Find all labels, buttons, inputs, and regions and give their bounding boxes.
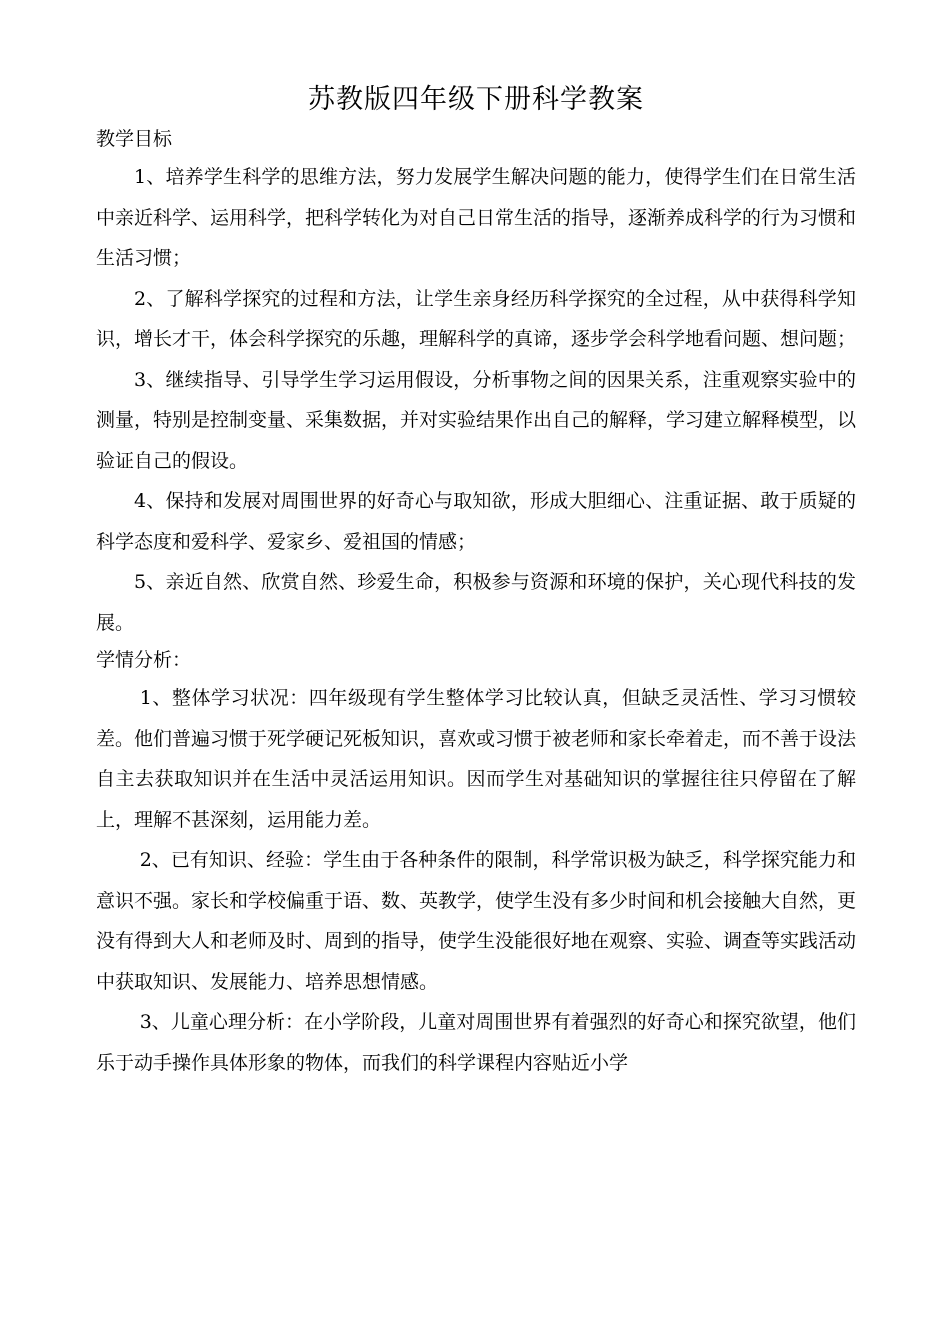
paragraph: 3、儿童心理分析：在小学阶段，儿童对周围世界有着强烈的好奇心和探究欲望，他们乐于动手操作具体形象的物体，而我们的科学课程内容贴近小学 [96,1011,856,1074]
paragraph: 2、了解科学探究的过程和方法，让学生亲身经历科学探究的全过程，从中获得科学知识，增长才干，体会科学探究的乐趣，理解科学的真谛，逐步学会科学地看问题、想问题； [96,287,857,350]
section-teaching-goals [96,122,856,643]
paragraph: 5、亲近自然、欣赏自然、珍爱生命，积极参与资源和环境的保护，关心现代科技的发展。 [96,571,856,634]
paragraph: 2、已有知识、经验：学生由于各种条件的限制，科学常识极为缺乏，科学探究能力和意识不强。家长和学校偏重于语、数、英教学，使学生没有多少时间和机会接触大自然，更没有得到大人和老师及时、周到的指导，使学生没能很好地在观察、实验、调查等实践活动中获取知识、发展能力、培养思想情感。 [96,849,857,993]
paragraph: 4、保持和发展对周围世界的好奇心与取知欲，形成大胆细心、注重证据、敢于质疑的科学态度和爱科学、爱家乡、爱祖国的情感； [96,490,856,553]
paragraph: 3、继续指导、引导学生学习运用假设，分析事物之间的因果关系，注重观察实验中的测量，特别是控制变量、采集数据，并对实验结果作出自己的解释，学习建立解释模型，以验证自己的假设。 [96,368,857,472]
section-learning-analysis [96,643,856,1083]
document-title: 苏教版四年级下册科学教案 [308,84,644,115]
section-heading: 学情分析： [96,649,192,671]
paragraph: 1、培养学生科学的思维方法，努力发展学生解决问题的能力，使得学生们在日常生活中亲近科学、运用科学，把科学转化为对自己日常生活的指导，逐渐养成科学的行为习惯和生活习惯； [96,166,857,269]
paragraph: 1、整体学习状况：四年级现有学生整体学习比较认真，但缺乏灵活性、学习习惯较差。他们普遍习惯于死学硬记死板知识，喜欢或习惯于被老师和家长牵着走，而不善于设法自主去获取知识并在生活中灵活运用知识。因而学生对基础知识的掌握往往只停留在了解上，理解不甚深刻，运用能力差。 [96,687,857,831]
section-heading: 教学目标 [96,128,173,150]
